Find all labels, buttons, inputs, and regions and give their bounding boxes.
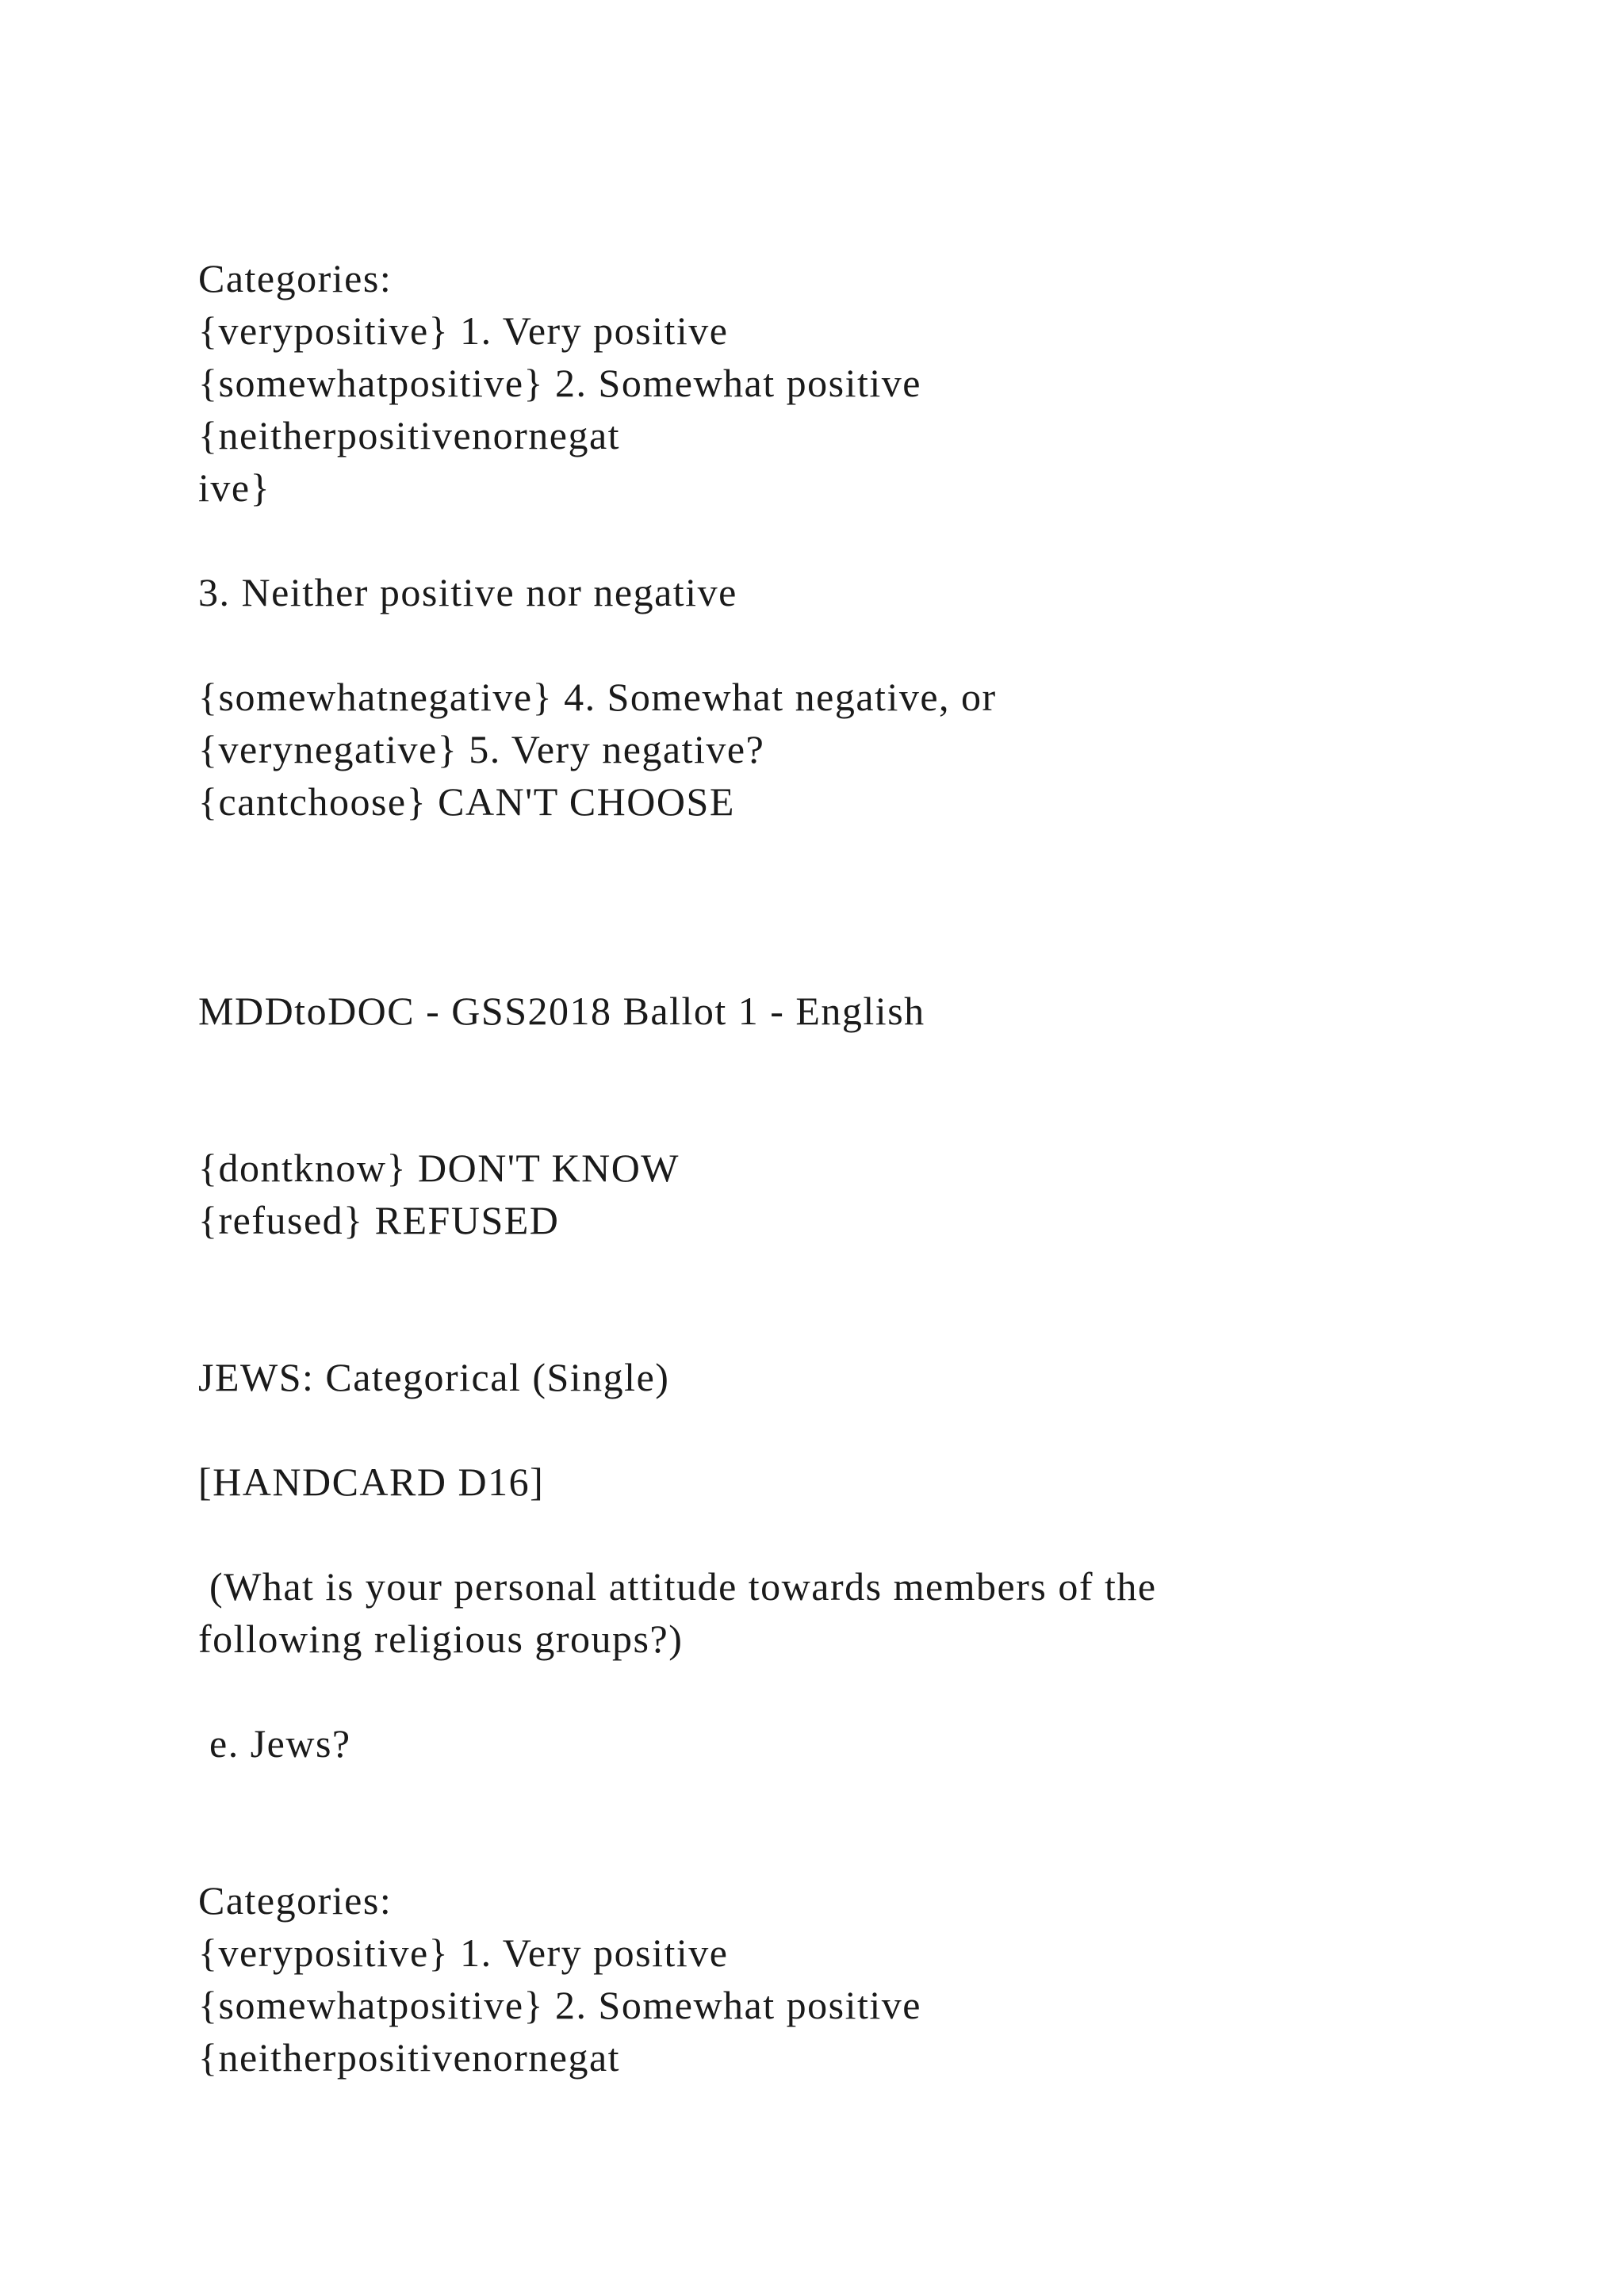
handcard-label: [HANDCARD D16] bbox=[198, 1460, 545, 1504]
categories-heading: Categories: bbox=[198, 1878, 393, 1923]
category-code: {neitherpositivenornegat bbox=[198, 413, 621, 457]
category-option: {verypositive} 1. Very positive bbox=[198, 1931, 729, 1975]
category-option: {refused} REFUSED bbox=[198, 1198, 560, 1242]
category-option: 3. Neither positive nor negative bbox=[198, 570, 737, 614]
category-option: {somewhatpositive} 2. Somewhat positive bbox=[198, 1983, 921, 2027]
question-prompt: following religious groups?) bbox=[198, 1617, 684, 1661]
categories-heading: Categories: bbox=[198, 256, 393, 300]
question-item: e. Jews? bbox=[198, 1721, 351, 1766]
page-header: MDDtoDOC - GSS2018 Ballot 1 - English bbox=[198, 989, 925, 1033]
category-code: ive} bbox=[198, 465, 271, 510]
category-option: {verypositive} 1. Very positive bbox=[198, 308, 729, 353]
category-option: {somewhatnegative} 4. Somewhat negative, or bbox=[198, 675, 997, 719]
category-option: {dontknow} DON'T KNOW bbox=[198, 1146, 680, 1190]
question-prompt: (What is your personal attitude towards members of the bbox=[198, 1564, 1157, 1609]
category-code: {neitherpositivenornegat bbox=[198, 2035, 621, 2080]
category-option: {verynegative} 5. Very negative? bbox=[198, 727, 765, 771]
category-option: {somewhatpositive} 2. Somewhat positive bbox=[198, 361, 921, 405]
variable-title: JEWS: Categorical (Single) bbox=[198, 1355, 670, 1399]
category-option: {cantchoose} CAN'T CHOOSE bbox=[198, 779, 735, 824]
